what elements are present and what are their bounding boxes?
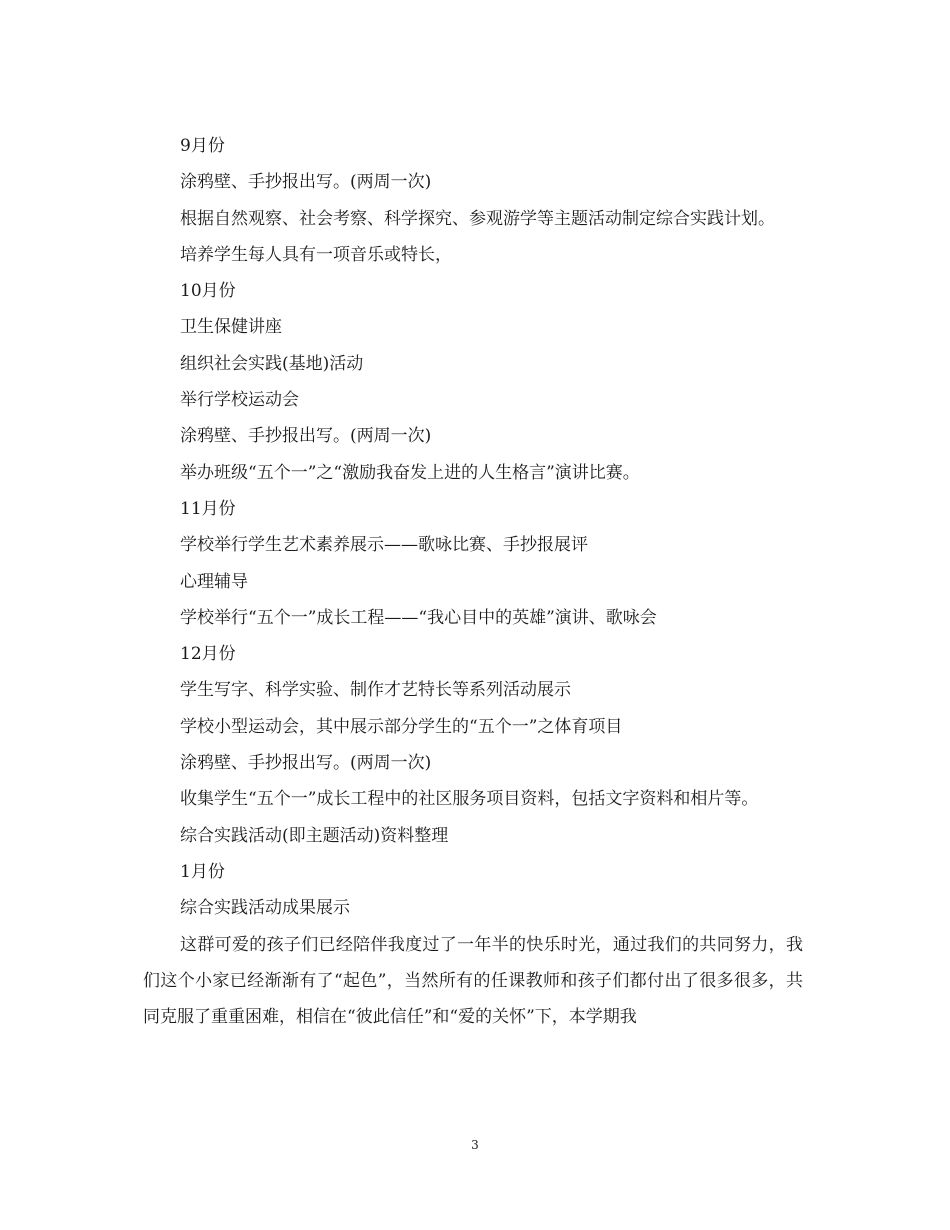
paragraph: 收集学生“五个一”成长工程中的社区服务项目资料，包括文字资料和相片等。 (180, 789, 759, 810)
paragraph: 学校小型运动会，其中展示部分学生的“五个一”之体育项目 (180, 716, 623, 737)
paragraph: 根据自然观察、社会考察、科学探究、参观游学等主题活动制定综合实践计划。 (180, 208, 775, 229)
paragraph: 卫生保健讲座 (180, 317, 282, 338)
paragraph: 这群可爱的孩子们已经陪伴我度过了一年半的快乐时光，通过我们的共同努力，我们这个小家已经渐渐有了“起色”，当然所有的任课教师和孩子们都付出了很多很多，共同克服了重重困难，相信在“彼此信任”和“爱的关怀”下，本学期我 (143, 934, 803, 1028)
heading-january: 1月份 (180, 861, 225, 882)
page-number: 3 (471, 1138, 479, 1152)
paragraph: 学校举行“五个一”成长工程——“我心目中的英雄”演讲、歌咏会 (180, 607, 657, 628)
paragraph: 涂鸦壁、手抄报出写。(两周一次) (180, 753, 432, 774)
heading-september: 9月份 (180, 136, 225, 156)
paragraph: 涂鸦壁、手抄报出写。(两周一次) (180, 172, 432, 193)
heading-december: 12月份 (180, 644, 236, 665)
paragraph: 学生写字、科学实验、制作才艺特长等系列活动展示 (180, 680, 571, 701)
paragraph: 举办班级“五个一”之“激励我奋发上进的人生格言”演讲比赛。 (180, 462, 640, 483)
paragraph: 涂鸦壁、手抄报出写。(两周一次) (180, 426, 432, 447)
heading-october: 10月份 (180, 281, 236, 302)
paragraph: 心理辅导 (180, 571, 248, 592)
paragraph: 学校举行学生艺术素养展示——歌咏比赛、手抄报展评 (180, 535, 588, 556)
paragraph: 综合实践活动成果展示 (180, 898, 350, 919)
heading-november: 11月份 (180, 498, 236, 519)
document-body (143, 128, 803, 1035)
paragraph: 举行学校运动会 (180, 390, 299, 411)
paragraph: 培养学生每人具有一项音乐或特长， (180, 244, 452, 265)
paragraph: 综合实践活动(即主题活动)资料整理 (180, 825, 449, 846)
paragraph: 组织社会实践(基地)活动 (180, 353, 364, 374)
